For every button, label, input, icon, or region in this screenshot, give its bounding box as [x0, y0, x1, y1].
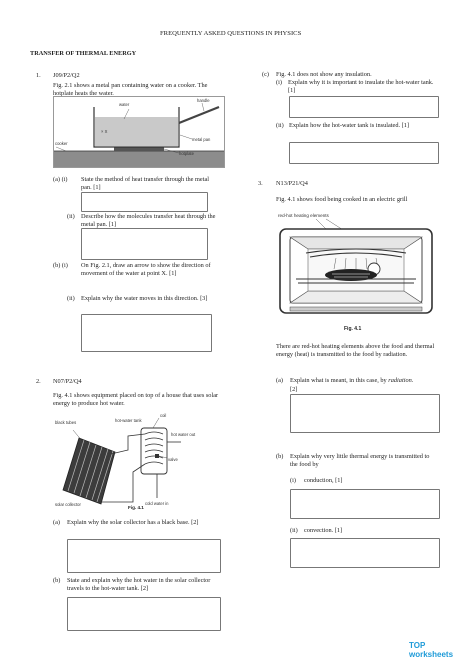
q1-a-i-text: State the method of heat transfer through the metal pan. [1]: [81, 176, 209, 191]
q2-c-i-text: Explain why it is important to insulate the hot-water tank. [1]: [288, 79, 434, 94]
label-coil: coil: [160, 413, 167, 418]
q3-b-ii-label: (ii): [290, 527, 298, 534]
label-x: × X: [101, 129, 108, 134]
q3-b-i-label: (i): [290, 477, 296, 484]
q1-b-i-label: (b) (i): [53, 262, 68, 269]
q1-intro: Fig. 2.1 shows a metal pan containing water on a cooker. The hotplate heats the water.: [53, 82, 208, 97]
q2-c-text: Fig. 4.1 does not show any insulation.: [276, 71, 372, 78]
q1-figure: [53, 96, 225, 168]
pan-on-cooker-diagram: [54, 97, 224, 167]
q2-figure-caption: Fig. 4.1: [128, 505, 144, 510]
section-title: TRANSFER OF THERMAL ENERGY: [30, 50, 137, 57]
q1-b-ii-answer-box[interactable]: [81, 314, 212, 352]
q1-a-ii-answer-box[interactable]: [81, 228, 208, 260]
q3-b-i-answer-box[interactable]: [290, 489, 440, 519]
q3-intro: Fig. 4.1 shows food being cooked in an electric grill: [276, 196, 408, 203]
q1-a-i-answer-box[interactable]: [81, 192, 208, 212]
q2-c-i-label: (i): [276, 79, 282, 86]
label-heating-elements: red-hot heating elements: [278, 213, 329, 218]
label-cold-water-in: cold water in: [145, 501, 169, 506]
q3-paragraph: There are red-hot heating elements above the food and thermal energy (heat) is transmitted to the food by radiation.: [276, 343, 435, 358]
q3-figure-caption: Fig. 4.1: [344, 326, 362, 332]
q3-b-ii-text: convection. [1]: [304, 527, 343, 534]
q2-number: 2.: [36, 378, 41, 385]
q1-code: J09/P2/Q2: [53, 72, 80, 79]
q3-a-emphasis: radiation.: [388, 377, 414, 384]
q2-b-label: (b): [53, 577, 61, 584]
q2-a-label: (a): [53, 519, 60, 526]
q3-b-i-text: conduction, [1]: [304, 477, 343, 484]
label-water: water: [119, 102, 130, 107]
q3-b-label: (b): [276, 453, 284, 460]
label-solar-collector: solar collector: [55, 502, 81, 507]
q2-c-ii-label: (ii): [276, 122, 284, 129]
q2-figure: [53, 412, 223, 512]
q1-a-ii-text: Describe how the molecules transfer heat through the metal pan. [1]: [81, 213, 216, 228]
q2-b-answer-box[interactable]: [67, 597, 221, 631]
solar-heater-diagram: [53, 412, 223, 512]
q1-number: 1.: [36, 72, 41, 79]
label-hot-water-out: hot water out: [171, 432, 196, 437]
label-black-tubes: black tubes: [55, 420, 77, 425]
q3-b-text: Explain why very little thermal energy is transmitted to the food by: [290, 453, 430, 468]
q3-a-answer-box[interactable]: [290, 394, 440, 433]
q2-a-text: Explain why the solar collector has a black base. [2]: [67, 519, 199, 526]
q2-c-i-answer-box[interactable]: [289, 96, 439, 118]
label-hotplate: hotplate: [179, 151, 194, 156]
label-valve: valve: [168, 457, 178, 462]
q3-a-text: Explain what is meant, in this case, by: [290, 377, 387, 384]
q2-c-ii-answer-box[interactable]: [289, 142, 439, 164]
topworksheets-logo: [409, 641, 459, 663]
page-title: FREQUENTLY ASKED QUESTIONS IN PHYSICS: [160, 30, 302, 37]
q1-a-ii-label: (ii): [67, 213, 75, 220]
q2-b-text: State and explain why the hot water in the solar collector travels to the hot-water tank. [2]: [67, 577, 211, 592]
q3-a-label: (a): [276, 377, 283, 384]
logo-top: TOP: [409, 641, 426, 650]
q1-b-ii-text: Explain why the water moves in this direction. [3]: [81, 295, 208, 302]
q2-c-ii-text: Explain how the hot-water tank is insulated. [1]: [289, 122, 409, 129]
label-handle: handle: [197, 98, 210, 103]
label-hot-water-tank: hot-water tank: [115, 418, 142, 423]
q1-a-i-label: (a) (i): [53, 176, 68, 183]
q1-b-ii-label: (ii): [67, 295, 75, 302]
q1-b-i-text: On Fig. 2.1, draw an arrow to show the direction of movement of the water at point X. [1]: [81, 262, 211, 277]
q3-b-ii-answer-box[interactable]: [290, 538, 440, 568]
electric-grill-diagram: [276, 211, 436, 323]
q3-figure: [276, 211, 436, 323]
q3-a-question: [290, 377, 413, 385]
q2-intro: Fig. 4.1 shows equipment placed on top of a house that uses solar energy to produce hot water.: [53, 392, 219, 407]
q3-number: 3.: [258, 180, 263, 187]
q2-c-label: (c): [262, 71, 269, 78]
q2-a-answer-box[interactable]: [67, 539, 221, 573]
q3-code: N13/P21/Q4: [276, 180, 308, 187]
label-cooker: cooker: [55, 141, 68, 146]
label-metal-pan: metal pan: [192, 137, 211, 142]
q3-a-marks: [2]: [290, 386, 298, 393]
logo-bottom: worksheets: [409, 650, 454, 659]
q2-code: N07/P2/Q4: [53, 378, 82, 385]
